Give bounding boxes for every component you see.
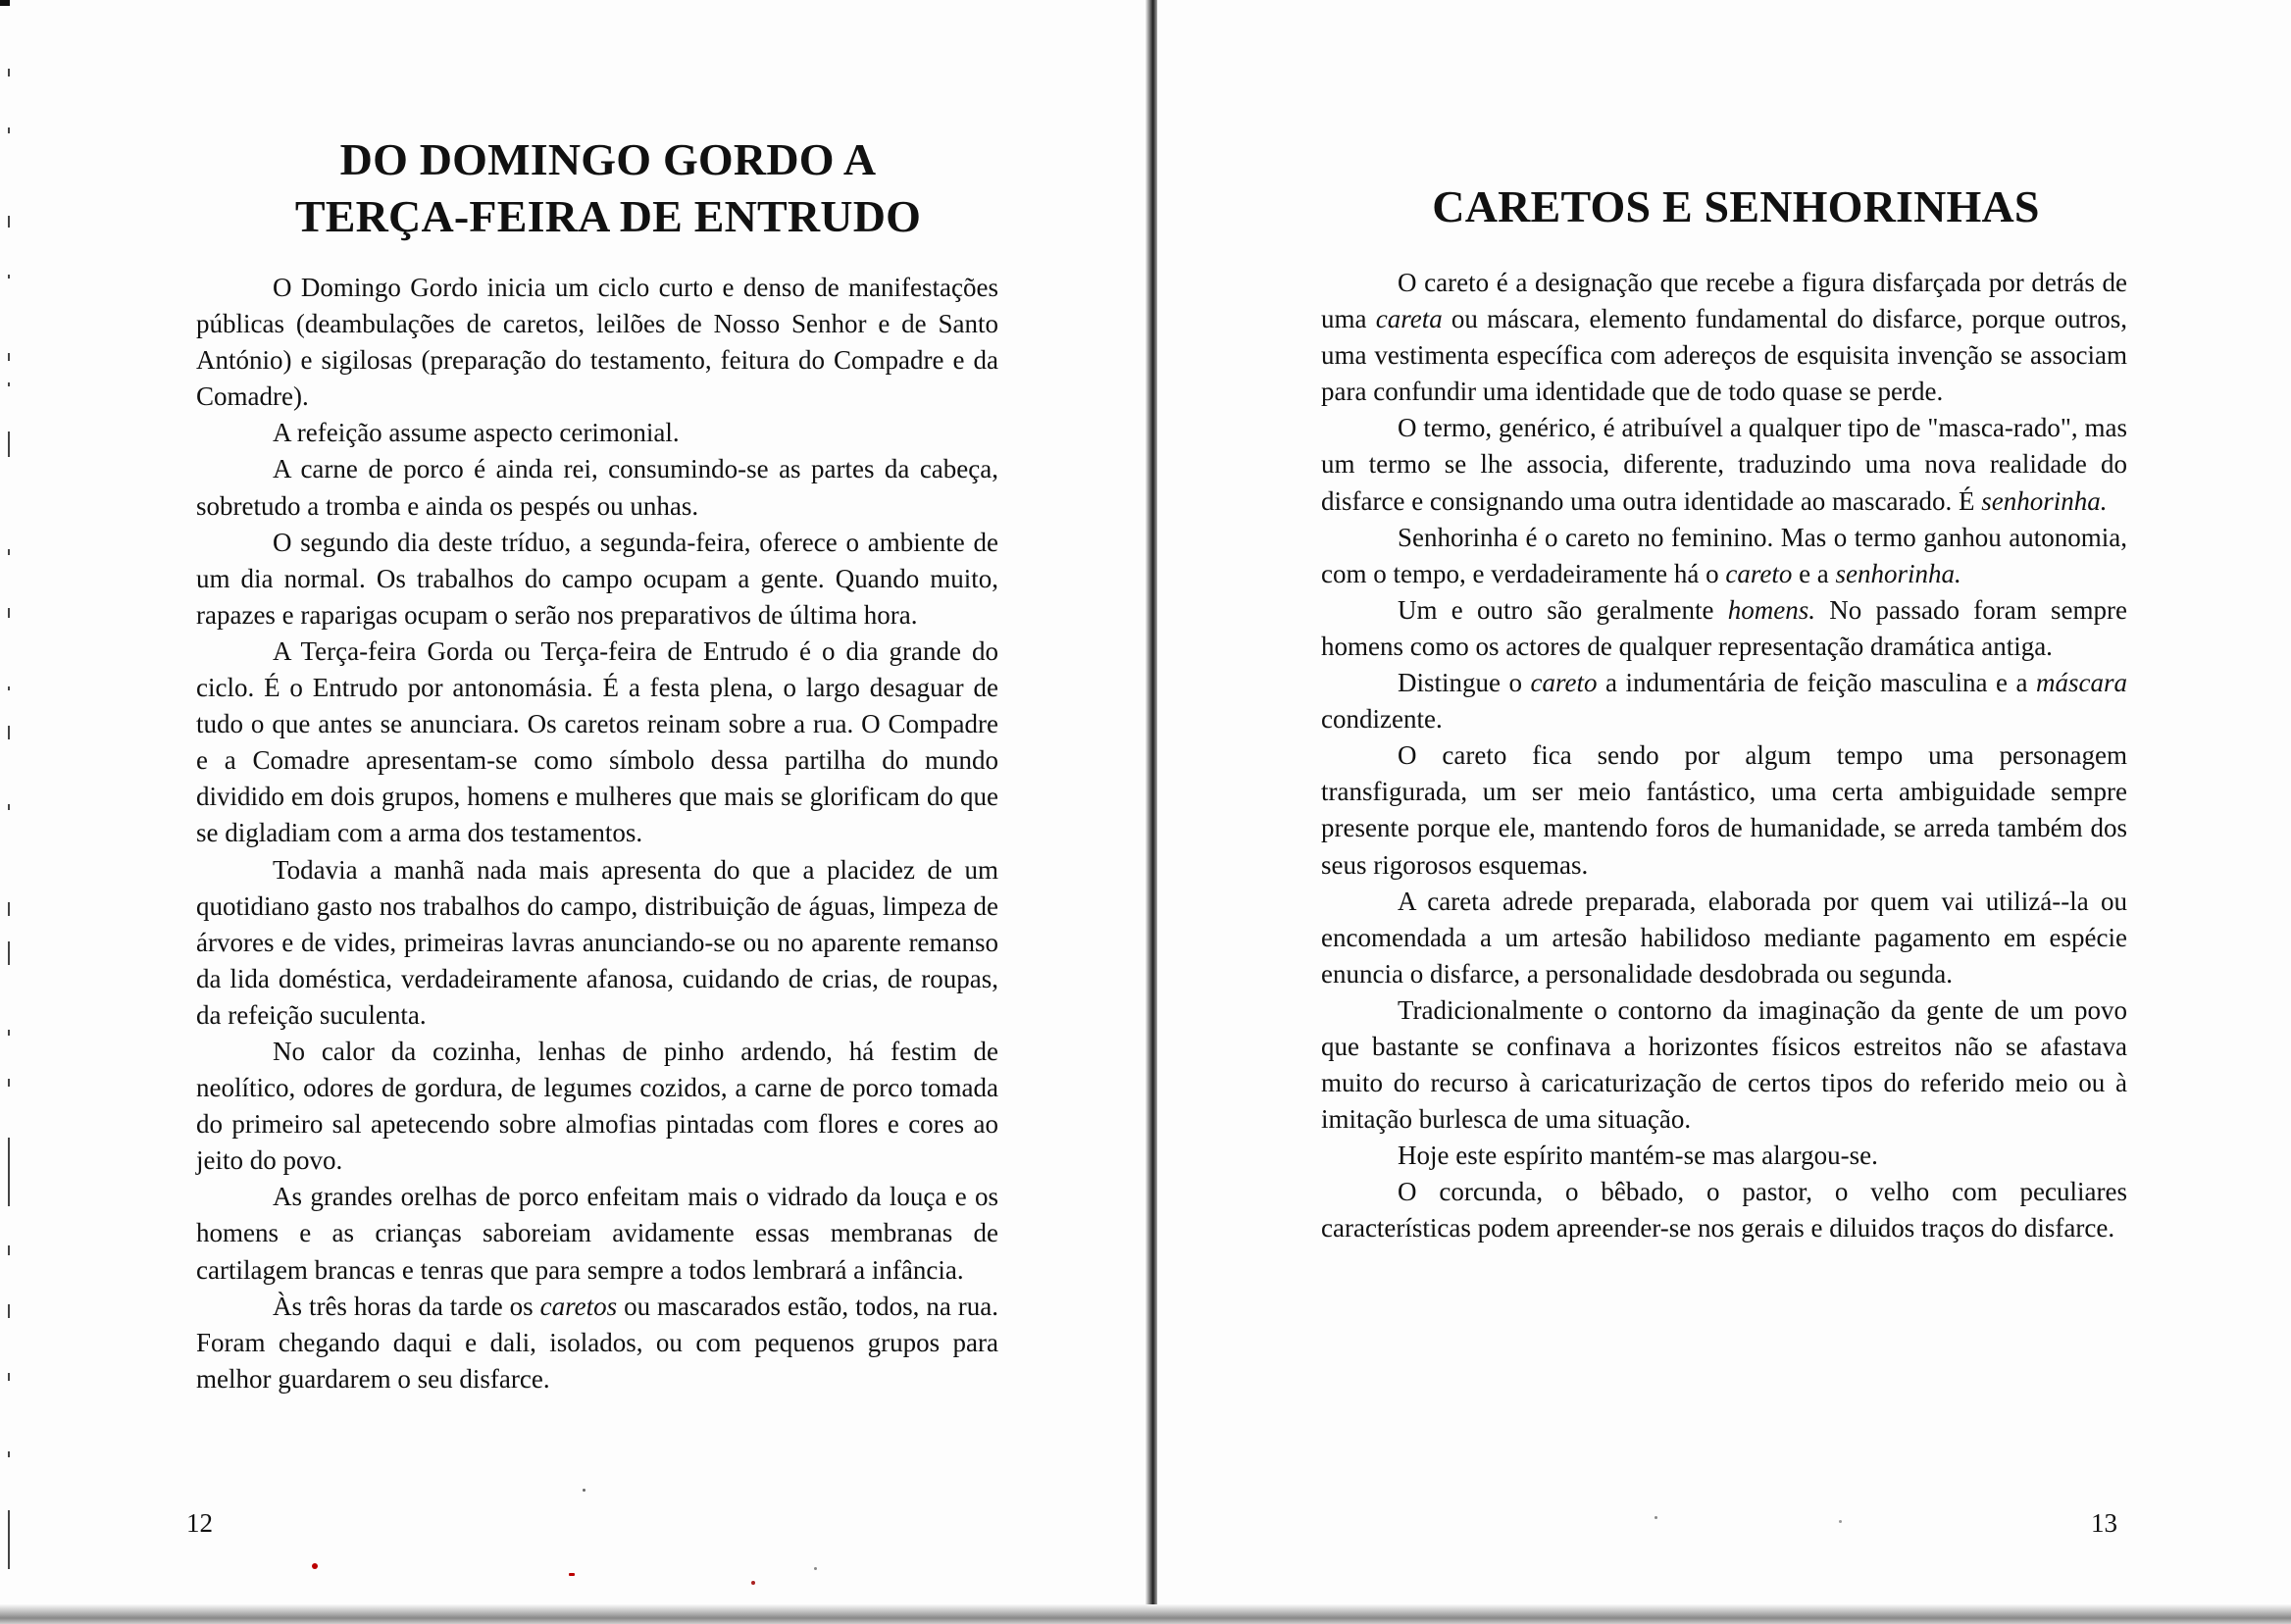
paragraph: Às três horas da tarde os caretos ou mascarados estão, todos, na rua. Foram chegando daqui e dali, isolados, ou com pequenos grupos para melhor guardarem o seu disfarce. [196, 1291, 998, 1394]
left-page-body [196, 270, 998, 1397]
paragraph: O careto fica sendo por algum tempo uma personagem transfigurada, um ser meio fantástico, uma certa ambiguidade sempre presente porque ele, mantendo foros de humanidade, se arreda também dos seus rigorosos esquemas. [1321, 740, 2127, 880]
paragraph: Distingue o careto a indumentária de feição masculina e a máscara condizente. [1321, 668, 2127, 735]
scan-speck [569, 1573, 575, 1576]
right-page-body [1321, 265, 2127, 1247]
scan-corner-mark [0, 0, 10, 6]
italic-term: careto [1530, 668, 1598, 698]
scan-speck [814, 1567, 817, 1570]
page-number: 12 [186, 1508, 213, 1538]
scan-speck [751, 1581, 755, 1585]
right-page-title: CARETOS E SENHORINHAS [1432, 181, 2040, 231]
italic-term: senhorinha. [1835, 558, 1961, 588]
italic-term: homens. [1727, 594, 1815, 625]
page-number: 13 [2091, 1508, 2117, 1538]
paragraph: Senhorinha é o careto no feminino. Mas o termo ganhou autonomia, com o tempo, e verdadeiramente há o careto e a senhorinha. [1321, 522, 2127, 588]
paragraph: No calor da cozinha, lenhas de pinho ardendo, há festim de neolítico, odores de gordura, de legumes cozidos, a carne de porco tomada do primeiro sal apetecendo sobre almofias pintadas com flores e cores ao jeito do povo. [196, 1036, 998, 1176]
left-title-line-1: DO DOMINGO GORDO A [339, 134, 877, 184]
italic-term: careta [1375, 304, 1443, 334]
paragraph: O careto é a designação que recebe a figura disfarçada por detrás de uma careta ou máscara, elemento fundamental do disfarce, porque outros, uma vestimenta específica com adereços de esquisita invenção se associam para confundir uma identidade que de todo quase se perde. [1321, 268, 2127, 407]
paragraph: A Terça-feira Gorda ou Terça-feira de Entrudo é o dia grande do ciclo. É o Entrudo por antonomásia. É a festa plena, o largo desaguar de tudo o que antes se anunciara. Os caretos reinam sobre a rua. O Compadre e a Comadre apresentam-se como símbolo dessa partilha do mundo dividido em dois grupos, homens e mulheres que mais se glorificam do que se digladiam com a arma dos testamentos. [196, 635, 998, 848]
scan-speck [1655, 1516, 1657, 1519]
right-page [1157, 0, 2291, 1608]
paragraph: A carne de porco é ainda rei, consumindo-se as partes da cabeça, sobretudo a tromba e ainda os pespés ou unhas. [196, 454, 998, 521]
italic-term: careto [1725, 558, 1793, 588]
paragraph: Hoje este espírito mantém-se mas alargou-se. [1398, 1141, 1878, 1171]
scan-speck [1839, 1520, 1842, 1523]
paragraph: O segundo dia deste tríduo, a segunda-feira, oferece o ambiente de um dia normal. Os trabalhos do campo ocupam a gente. Quando muito, rapazes e raparigas ocupam o serão nos preparativos de última hora. [196, 527, 998, 630]
scan-speck [583, 1489, 585, 1492]
paragraph: Todavia a manhã nada mais apresenta do que a placidez de um quotidiano gasto nos trabalhos do campo, distribuição de águas, limpeza de árvores e de vides, primeiras lavras anunciando-se ou no aparente remanso da lida doméstica, verdadeiramente afanosa, cuidando de crias, de roupas, da refeição suculenta. [196, 854, 998, 1030]
paragraph: O termo, genérico, é atribuível a qualquer tipo de "masca-rado", mas um termo se lhe associa, diferente, traduzindo uma nova realidade do disfarce e consignando uma outra identidade ao mascarado. É senhorinha. [1321, 413, 2127, 516]
italic-term: caretos [539, 1291, 618, 1321]
paragraph: A refeição assume aspecto cerimonial. [273, 418, 680, 448]
paragraph: O corcunda, o bêbado, o pastor, o velho com peculiares características podem apreender-se nos gerais e diluidos traços do disfarce. [1321, 1177, 2127, 1243]
paragraph: Um e outro são geralmente homens. No passado foram sempre homens como os actores de qualquer representação dramática antiga. [1321, 594, 2127, 661]
italic-term: máscara [2036, 668, 2127, 698]
page-bottom-edge [0, 1604, 2291, 1624]
paragraph: A careta adrede preparada, elaborada por quem vai utilizá--la ou encomendada a um artesão habilidoso mediante pagamento em espécie enuncia o disfarce, a personalidade desdobrada ou segunda. [1321, 886, 2127, 989]
scan-speck [312, 1563, 318, 1569]
italic-term: senhorinha. [1981, 485, 2108, 516]
paragraph: As grandes orelhas de porco enfeitam mais o vidrado da louça e os homens e as crianças saboreiam avidamente essas membranas de cartilagem brancas e tenras que para sempre a todos lembrará a infância. [196, 1182, 998, 1285]
paragraph: O Domingo Gordo inicia um ciclo curto e denso de manifestações públicas (deambulações de caretos, leilões de Nosso Senhor e de Santo António) e sigilosas (preparação do testamento, feitura do Compadre e da Comadre). [196, 273, 998, 412]
scan-edge-marks [8, 59, 14, 1589]
left-page [0, 0, 1147, 1608]
left-title-line-2: TERÇA-FEIRA DE ENTRUDO [294, 191, 922, 241]
left-page-title [167, 131, 1049, 245]
paragraph: Tradicionalmente o contorno da imaginação da gente de um povo que bastante se confinava a horizontes físicos estreitos não se afastava muito do recurso à caricaturização de certos tipos do referido meio ou à imitação burlesca de uma situação. [1321, 994, 2127, 1135]
